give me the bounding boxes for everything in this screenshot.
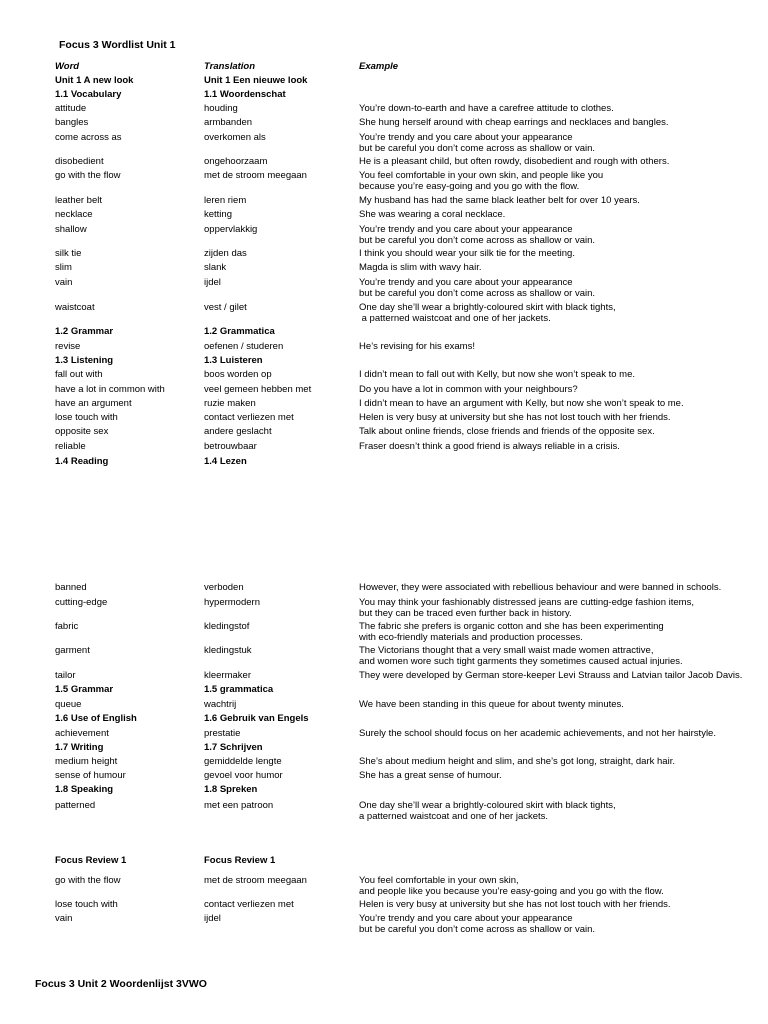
section-heading-word: 1.6 Use of English	[55, 713, 137, 724]
translation-cell: andere geslacht	[204, 426, 272, 437]
example-cell: One day she’ll wear a brightly-coloured skirt with black tights,	[359, 800, 616, 811]
example-cell: Talk about online friends, close friends and friends of the opposite sex.	[359, 426, 655, 437]
word-cell: come across as	[55, 132, 122, 143]
word-cell: vain	[55, 277, 73, 288]
word-cell: leather belt	[55, 195, 103, 206]
translation-cell: houding	[204, 103, 238, 114]
translation-cell: contact verliezen met	[204, 899, 294, 910]
translation-cell: met een patroon	[204, 800, 274, 811]
translation-cell: overkomen als	[204, 132, 266, 143]
word-cell: patterned	[55, 800, 96, 811]
translation-cell: kledingstof	[204, 621, 250, 632]
word-cell: necklace	[55, 209, 93, 220]
section-heading-translation: 1.3 Luisteren	[204, 355, 263, 366]
example-cell-continued: but be careful you don’t come across as shallow or vain.	[359, 143, 596, 154]
example-cell: My husband has had the same black leather belt for over 10 years.	[359, 195, 640, 206]
column-header-translation: Translation	[204, 61, 256, 72]
document-title: Focus 3 Wordlist Unit 1	[59, 39, 176, 51]
example-cell: I didn’t mean to have an argument with Kelly, but now she won’t speak to me.	[359, 398, 684, 409]
translation-cell: gemiddelde lengte	[204, 756, 282, 767]
example-cell-continued: and women wore such tight garments they sometimes caused actual injuries.	[359, 656, 683, 667]
section-heading-word: Focus Review 1	[55, 855, 127, 866]
section-heading-translation: 1.7 Schrijven	[204, 742, 263, 753]
section-heading-translation: 1.2 Grammatica	[204, 326, 275, 337]
example-cell: We have been standing in this queue for about twenty minutes.	[359, 699, 624, 710]
column-header-example: Example	[359, 61, 399, 72]
word-cell: fall out with	[55, 369, 103, 380]
example-cell: Surely the school should focus on her academic achievements, and not her hairstyle.	[359, 728, 716, 739]
example-cell-continued: a patterned waistcoat and one of her jackets.	[359, 313, 551, 324]
example-cell: She’s about medium height and slim, and she’s got long, straight, dark hair.	[359, 756, 675, 767]
example-cell: Helen is very busy at university but she has not lost touch with her friends.	[359, 899, 671, 910]
word-cell: waistcoat	[55, 302, 95, 313]
translation-cell: verboden	[204, 582, 244, 593]
example-cell: Fraser doesn’t think a good friend is always reliable in a crisis.	[359, 441, 620, 452]
example-cell: However, they were associated with rebellious behaviour and were banned in schools.	[359, 582, 722, 593]
word-cell: silk tie	[55, 248, 82, 259]
translation-cell: armbanden	[204, 117, 253, 128]
section-heading-translation: 1.8 Spreken	[204, 784, 258, 795]
example-cell: The Victorians thought that a very small waist made women attractive,	[359, 645, 654, 656]
translation-cell: ruzie maken	[204, 398, 256, 409]
section-heading-word: 1.3 Listening	[55, 355, 114, 366]
translation-cell: leren riem	[204, 195, 247, 206]
word-cell: opposite sex	[55, 426, 109, 437]
section-heading-translation: 1.1 Woordenschat	[204, 89, 286, 100]
example-cell: One day she’ll wear a brightly-coloured skirt with black tights,	[359, 302, 616, 313]
example-cell: You may think your fashionably distressed jeans are cutting-edge fashion items,	[359, 597, 694, 608]
example-cell: I think you should wear your silk tie for the meeting.	[359, 248, 575, 259]
translation-cell: prestatie	[204, 728, 241, 739]
word-cell: shallow	[55, 224, 87, 235]
translation-cell: met de stroom meegaan	[204, 875, 307, 886]
word-cell: vain	[55, 913, 73, 924]
section-heading-translation: 1.6 Gebruik van Engels	[204, 713, 309, 724]
word-cell: bangles	[55, 117, 89, 128]
next-unit-title: Focus 3 Unit 2 Woordenlijst 3VWO	[35, 978, 207, 990]
section-heading-word: 1.7 Writing	[55, 742, 104, 753]
example-cell: You’re trendy and you care about your appearance	[359, 224, 573, 235]
translation-cell: oefenen / studeren	[204, 341, 284, 352]
word-cell: disobedient	[55, 156, 104, 167]
example-cell: You’re trendy and you care about your appearance	[359, 132, 573, 143]
example-cell: You’re down-to-earth and have a carefree attitude to clothes.	[359, 103, 614, 114]
section-heading-translation: Focus Review 1	[204, 855, 276, 866]
example-cell-continued: a patterned waistcoat and one of her jackets.	[359, 811, 549, 822]
example-cell-continued: and people like you because you’re easy-going and you go with the flow.	[359, 886, 664, 897]
column-header-word: Word	[55, 61, 80, 72]
translation-cell: ijdel	[204, 913, 221, 924]
word-cell: fabric	[55, 621, 79, 632]
word-cell: cutting-edge	[55, 597, 108, 608]
word-cell: reliable	[55, 441, 86, 452]
word-cell: have a lot in common with	[55, 384, 165, 395]
section-heading-word: 1.4 Reading	[55, 456, 109, 467]
example-cell: You feel comfortable in your own skin,	[359, 875, 519, 886]
example-cell: You’re trendy and you care about your appearance	[359, 277, 573, 288]
translation-cell: hypermodern	[204, 597, 260, 608]
word-cell: go with the flow	[55, 875, 121, 886]
example-cell-continued: but be careful you don’t come across as shallow or vain.	[359, 924, 596, 935]
word-cell: lose touch with	[55, 412, 118, 423]
word-cell: have an argument	[55, 398, 132, 409]
translation-cell: gevoel voor humor	[204, 770, 283, 781]
word-cell: medium height	[55, 756, 118, 767]
section-heading-word: 1.2 Grammar	[55, 326, 114, 337]
translation-cell: veel gemeen hebben met	[204, 384, 312, 395]
translation-cell: met de stroom meegaan	[204, 170, 307, 181]
translation-cell: contact verliezen met	[204, 412, 294, 423]
translation-cell: ijdel	[204, 277, 221, 288]
example-cell: Helen is very busy at university but she has not lost touch with her friends.	[359, 412, 671, 423]
translation-cell: kledingstuk	[204, 645, 252, 656]
translation-cell: slank	[204, 262, 227, 273]
example-cell-continued: with eco-friendly materials and production processes.	[359, 632, 583, 643]
translation-cell: zijden das	[204, 248, 247, 259]
section-heading-translation: Unit 1 Een nieuwe look	[204, 75, 308, 86]
translation-cell: betrouwbaar	[204, 441, 257, 452]
section-heading-word: 1.8 Speaking	[55, 784, 114, 795]
section-heading-word: 1.1 Vocabulary	[55, 89, 122, 100]
word-cell: slim	[55, 262, 72, 273]
example-cell-continued: but be careful you don’t come across as shallow or vain.	[359, 235, 596, 246]
word-cell: lose touch with	[55, 899, 118, 910]
section-heading-translation: 1.4 Lezen	[204, 456, 247, 467]
word-cell: queue	[55, 699, 82, 710]
translation-cell: ketting	[204, 209, 232, 220]
example-cell: You’re trendy and you care about your appearance	[359, 913, 573, 924]
example-cell: I didn’t mean to fall out with Kelly, but now she won’t speak to me.	[359, 369, 635, 380]
example-cell: Do you have a lot in common with your neighbours?	[359, 384, 578, 395]
example-cell: She was wearing a coral necklace.	[359, 209, 506, 220]
word-cell: garment	[55, 645, 90, 656]
translation-cell: vest / gilet	[204, 302, 247, 313]
example-cell: He’s revising for his exams!	[359, 341, 475, 352]
section-heading-word: Unit 1 A new look	[55, 75, 134, 86]
word-cell: revise	[55, 341, 81, 352]
example-cell-continued: because you’re easy-going and you go with the flow.	[359, 181, 580, 192]
example-cell-continued: but they can be traced even further back in history.	[359, 608, 572, 619]
example-cell: They were developed by German store-keeper Levi Strauss and Latvian tailor Jacob Davis.	[359, 670, 743, 681]
translation-cell: kleermaker	[204, 670, 251, 681]
example-cell: She hung herself around with cheap earrings and necklaces and bangles.	[359, 117, 669, 128]
section-heading-translation: 1.5 grammatica	[204, 684, 274, 695]
example-cell-continued: but be careful you don’t come across as shallow or vain.	[359, 288, 596, 299]
word-cell: go with the flow	[55, 170, 121, 181]
translation-cell: wachtrij	[204, 699, 237, 710]
example-cell: He is a pleasant child, but often rowdy, disobedient and rough with others.	[359, 156, 670, 167]
example-cell: Magda is slim with wavy hair.	[359, 262, 482, 273]
example-cell: You feel comfortable in your own skin, and people like you	[359, 170, 604, 181]
word-cell: tailor	[55, 670, 76, 681]
translation-cell: ongehoorzaam	[204, 156, 268, 167]
word-cell: attitude	[55, 103, 87, 114]
example-cell: She has a great sense of humour.	[359, 770, 502, 781]
word-cell: achievement	[55, 728, 109, 739]
translation-cell: boos worden op	[204, 369, 272, 380]
translation-cell: oppervlakkig	[204, 224, 258, 235]
word-cell: banned	[55, 582, 87, 593]
word-cell: sense of humour	[55, 770, 126, 781]
example-cell: The fabric she prefers is organic cotton and she has been experimenting	[359, 621, 664, 632]
section-heading-word: 1.5 Grammar	[55, 684, 114, 695]
